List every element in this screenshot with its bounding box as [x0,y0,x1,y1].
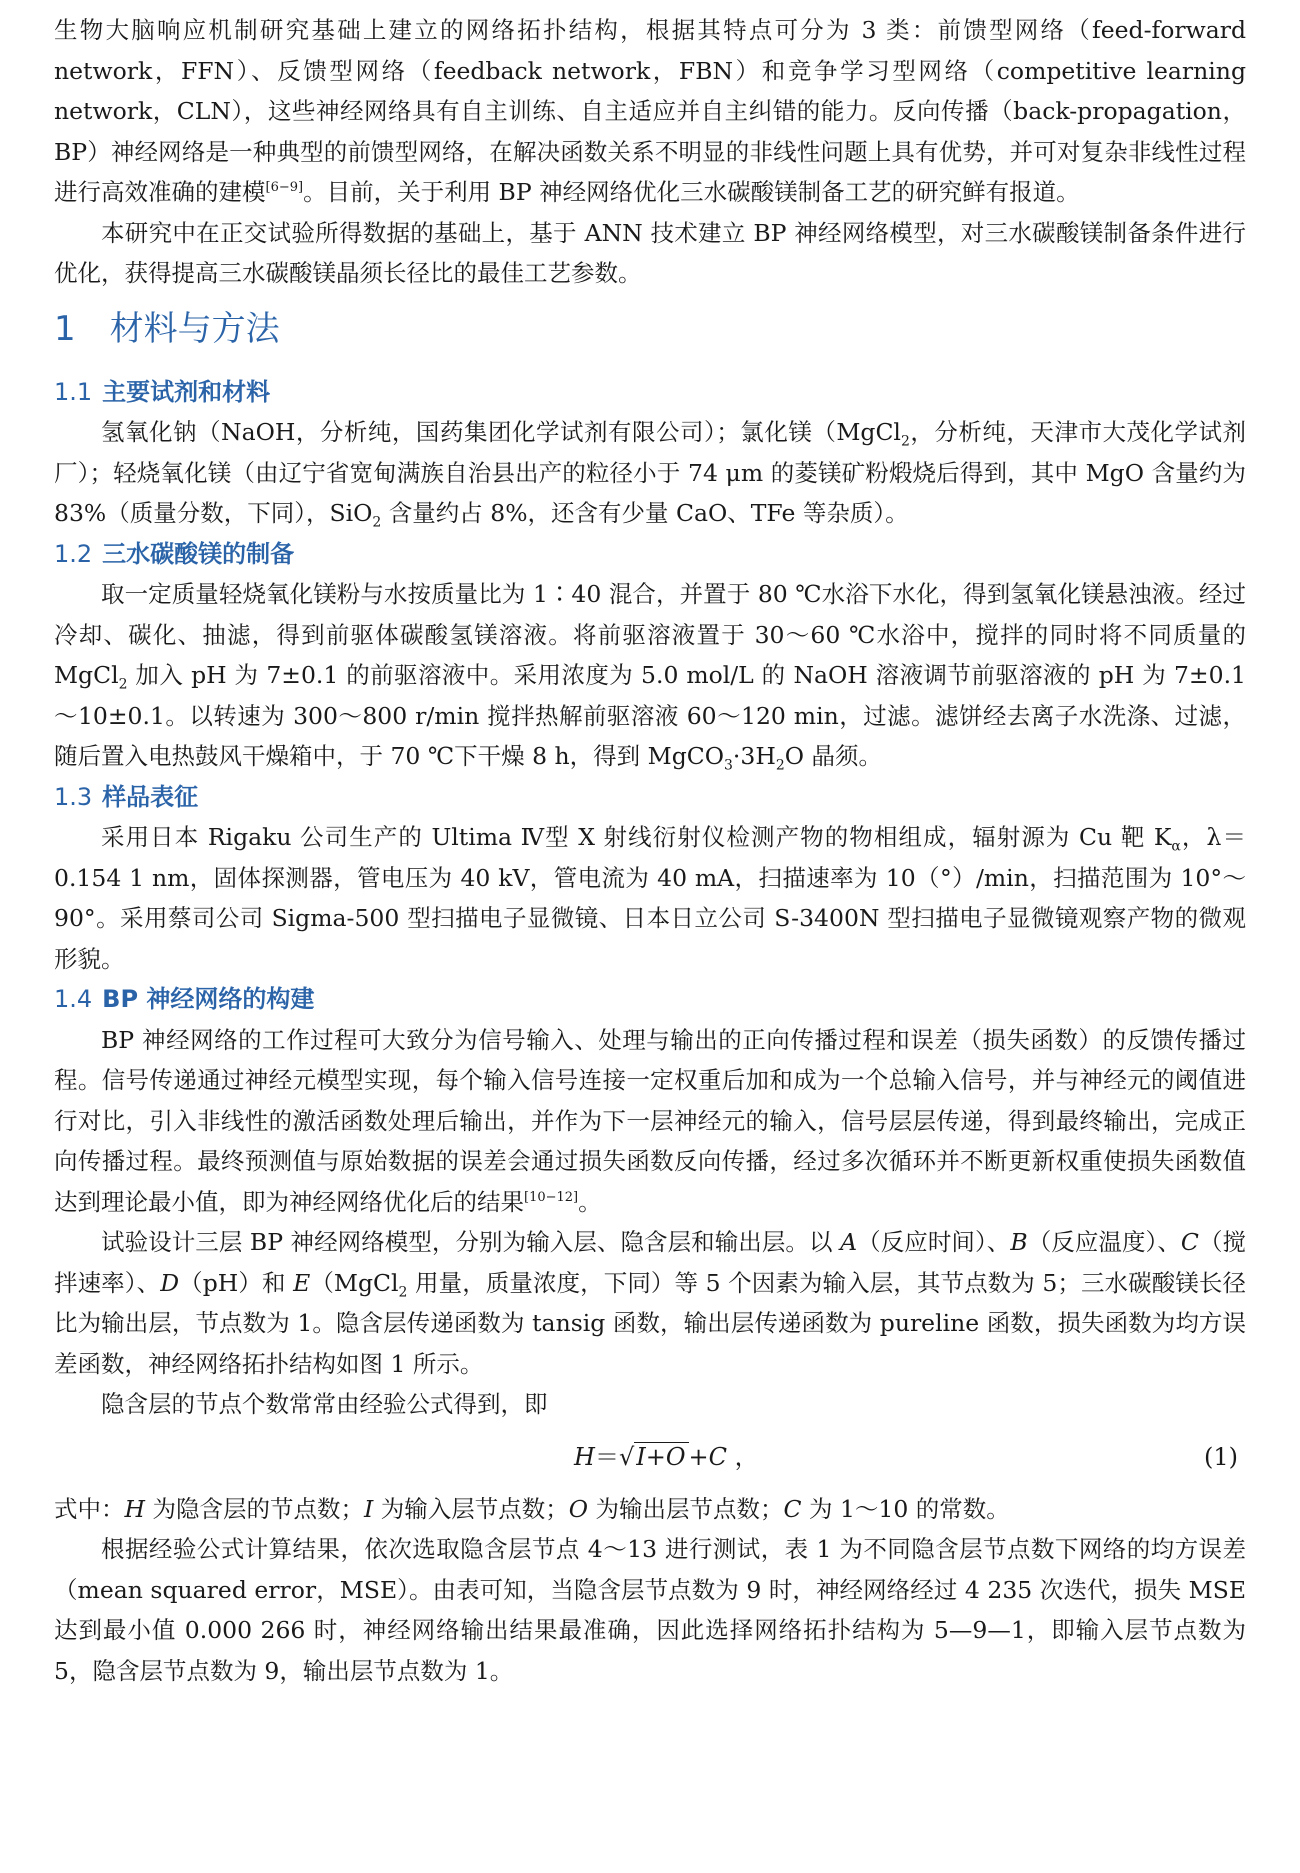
section-heading-1: 1 材料与方法 [54,308,280,349]
subsection-heading-1-2: 1.2 三水碳酸镁的制备 [54,539,295,568]
equation-number: (1) [1204,1442,1238,1471]
equation-1 [54,1425,1246,1489]
subsection-heading-1-1: 1.1 主要试剂和材料 [54,377,271,406]
page-body [54,10,1246,1691]
intro-paragraph-2: 本研究中在正交试验所得数据的基础上，基于 ANN 技术建立 BP 神经网络模型，对三水碳酸镁制备条件进行优化，获得提高三水碳酸镁晶须长径比的最佳工艺参数。 [54,218,1246,287]
citation: [10−12] [524,1189,579,1205]
bp-paragraph-2: 试验设计三层 BP 神经网络模型，分别为输入层、隐含层和输出层。以 A（反应时间）、B（反应温度）、C（搅拌速率）、D（pH）和 E（MgCl$_2$ 用量，质量浓度，下同）等 5 个因素为输入层，其节点数为 5；三水碳酸镁长径比为输出层，节点数为 1。隐含层传递函数为 tansig 函数，输出层传递函数为 pureline 函数，损失函数为均方误差函数，神经网络拓扑结构如图 1 所示。 [54,1228,1247,1378]
subsection-heading-1-4: 1.4 BP 神经网络的构建 [54,985,315,1013]
intro-paragraph-1: 生物大脑响应机制研究基础上建立的网络拓扑结构，根据其特点可分为 3 类：前馈型网络（feed-forward network，FFN）、反馈型网络（feedback network，FBN）和竞争学习型网络（competitive learning network，CLN），这些神经网络具有自主训练、自主适应并自主纠错的能力。反向传播（back-propagation，BP）神经网络是一种典型的前馈型网络，在解决函数关系不明显的非线性问题上具有优势，并可对复杂非线性过程进行高效准确的建模[6−9]。目前，关于利用 BP 神经网络优化三水碳酸镁制备工艺的研究鲜有报道。 [54,16,1246,206]
preparation-paragraph: 取一定质量轻烧氧化镁粉与水按质量比为 1∶40 混合，并置于 80 ℃水浴下水化，得到氢氧化镁悬浊液。经过冷却、碳化、抽滤，得到前驱体碳酸氢镁溶液。将前驱溶液置于 30～60 ℃水浴中，搅拌的同时将不同质量的 MgCl$_2$ 加入 pH 为 7±0.1 的前驱溶液中。采用浓度为 5.0 mol/L 的 NaOH 溶液调节前驱溶液的 pH 为 7±0.1～10±0.1。以转速为 300～800 r/min 搅拌热解前驱溶液 60～120 min，过滤。滤饼经去离子水洗涤、过滤，随后置入电热鼓风干燥箱中，于 70 ℃下干燥 8 h，得到 $MgCO_3\cdot 3H_2O$ 晶须。 [54,580,1246,774]
equation-where-clause: 式中：H 为隐含层的节点数；I 为输入层节点数；O 为输出层节点数；C 为 1～10 的常数。 [54,1494,1010,1523]
bp-paragraph-4: 根据经验公式计算结果，依次选取隐含层节点 4～13 进行测试，表 1 为不同隐含层节点数下网络的均方误差（mean squared error，MSE）。由表可知，当隐含层节点数为 9 时，神经网络经过 4 235 次迭代，损失 MSE 达到最小值 0.000 266 时，神经网络输出结果最准确，因此选择网络拓扑结构为 5—9—1，即输入层节点数为 5，隐含层节点数为 9，输出层节点数为 1。 [54,1535,1246,1685]
characterization-paragraph: 采用日本 Rigaku 公司生产的 Ultima Ⅳ型 X 射线衍射仪检测产物的物相组成，辐射源为 Cu 靶 $K_\alpha$，λ＝0.154 1 nm，固体探测器，管电压为 40 kV，管电流为 40 mA，扫描速率为 10（°）/min，扫描范围为 10°～90°。采用蔡司公司 Sigma-500 型扫描电子显微镜、日本日立公司 S-3400N 型扫描电子显微镜观察产物的微观形貌。 [54,823,1246,973]
subsection-heading-1-3: 1.3 样品表征 [54,782,199,811]
bp-paragraph-1: BP 神经网络的工作过程可大致分为信号输入、处理与输出的正向传播过程和误差（损失函数）的反馈传播过程。信号传递通过神经元模型实现，每个输入信号连接一定权重后加和成为一个总输入信号，并与神经元的阈值进行对比，引入非线性的激活函数处理后输出，并作为下一层神经元的输入，信号层层传递，得到最终输出，完成正向传播过程。最终预测值与原始数据的误差会通过损失函数反向传播，经过多次循环并不断更新权重使损失函数值达到理论最小值，即为神经网络优化后的结果[10−12]。 [54,1025,1246,1216]
bp-paragraph-3: 隐含层的节点个数常常由经验公式得到，即 [101,1390,548,1418]
citation: [6−9] [265,180,304,196]
reagents-paragraph: 氢氧化钠（NaOH，分析纯，国药集团化学试剂有限公司）；氯化镁（MgCl$_2$，分析纯，天津市大茂化学试剂厂）；轻烧氧化镁（由辽宁省宽甸满族自治县出产的粒径小于 74 μm 的菱镁矿粉煅烧后得到，其中 MgO 含量约为 83%（质量分数，下同），SiO$_2$ 含量约占 8%，还含有少量 CaO、TFe 等杂质）。 [54,418,1247,531]
equation-expression: H＝√I+O +C ， [574,1442,759,1471]
